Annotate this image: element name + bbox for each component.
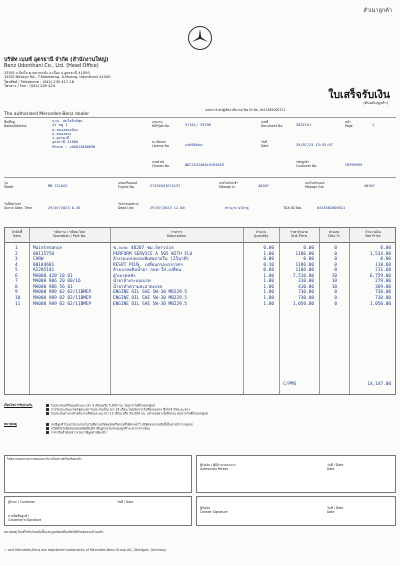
cell-desc: PERFORM SERVICE A 505 WITH FLU	[113, 251, 193, 257]
customer-signature-box	[4, 496, 192, 526]
license-value: กจ6666อด	[185, 143, 203, 147]
cell-item: 10	[15, 295, 21, 301]
cell-net: 0.00	[380, 257, 391, 263]
chassis-label: เลขตัวถัง Chassis No.	[152, 160, 170, 168]
cell-part: MA000 989 02 02/11BMEP	[33, 301, 92, 307]
table-row	[5, 252, 395, 257]
page-value: 1	[372, 123, 375, 127]
cell-disc: 0	[334, 246, 337, 251]
cell-net: 1,534.00	[369, 251, 391, 257]
cell-disc: 0	[334, 251, 337, 257]
cell-disc: 10	[331, 284, 337, 290]
company-name-thai: บริษัท เบนซ์ อุดรธานี จำกัด (สำนักงานใหญ่)	[4, 57, 109, 63]
warranty-label: เงื่อนไขการรับประกัน	[4, 403, 33, 407]
cell-desc: ช.ระยะ 40207 ชม.Service	[113, 246, 174, 251]
mileage-in-label: เลขไมล์รถเข้า Mileage In	[219, 181, 239, 189]
engine-value: 27492031674157	[150, 184, 181, 188]
customer-address-line: จ.อุดรธานี	[52, 136, 70, 141]
header-discount: ส่วนลด Disc %	[328, 229, 340, 238]
cell-qty: 1.00	[263, 295, 274, 301]
mileage-out-label: เลขไมล์รถออก Mileage Out	[305, 181, 325, 189]
cell-qty: 1.00	[263, 301, 274, 307]
document-no-label: เลขที่ Document No.	[261, 120, 284, 128]
checkbox-icon	[46, 404, 49, 407]
cashier-label: ผู้รับเงิน Cashier Signature	[200, 506, 228, 514]
tax-id-label: TAX ID No.	[283, 206, 302, 210]
cell-disc: 0	[334, 295, 337, 301]
cell-part: 00115750	[33, 251, 55, 257]
terms-section	[4, 404, 396, 435]
warranty-lines	[46, 404, 208, 417]
remark-line: ราคาสินค้าดังกล่าวรวมภาษีมูลค่าเพิ่มแล้ว	[51, 430, 107, 435]
tax-id-value: 0415562000921	[317, 206, 346, 210]
cell-part: MA000 986 20 00/16	[33, 279, 81, 285]
authorized-date-label: วันที่ / Date Date	[327, 463, 344, 471]
cell-desc: ล้างเบรคเติมน้ำยา ถอด-ใส่.เปลี่ยน	[113, 268, 182, 274]
checkbox-icon	[46, 423, 49, 426]
deadline-value: 29/07/2023 12.00	[150, 206, 185, 210]
bottom-note: หมายเหตุ ใบเสร็จรับเงินฉบับนี้จะสมบูรณ์ต่อเมื่อบริษัทได้รับเงินครบถ้วนแล้ว	[4, 530, 104, 534]
consent-line: ได้ตรวจสอบรายการซ่อมและรับรถในสภาพเรียบร้อยแล้ว	[7, 457, 82, 461]
chassis-value: WDC2531466LH194629	[185, 163, 224, 167]
cell-part: MA000 989 02 02/11BMEP	[33, 295, 92, 301]
subtotal-label: C/PMS	[283, 382, 297, 387]
cell-item: 2	[15, 251, 18, 257]
remark-block	[4, 423, 396, 436]
checkbox-icon	[46, 412, 49, 415]
cell-desc: น้ำยาทำความสะอาดเบรค	[113, 284, 163, 290]
mercedes-star-icon	[188, 26, 212, 50]
cell-disc: 0	[334, 290, 337, 296]
header-item: ลำดับที่ Item	[11, 229, 23, 238]
cashier-signature-box	[196, 496, 396, 526]
cell-net: 730.00	[375, 290, 391, 296]
cell-net: 6,759.00	[369, 273, 391, 279]
cell-desc: ผ้าเบรคหลัง	[113, 273, 136, 279]
cell-unit: 7,510.00	[292, 273, 314, 279]
checkbox-icon	[46, 431, 49, 434]
cell-disc: 10	[331, 273, 337, 279]
cell-qty: 0.10	[263, 262, 274, 268]
table-row	[5, 263, 395, 268]
cell-item: 5	[15, 268, 18, 274]
customer-signature-label: ลายมือชื่อลูกค้า Customer's Signature	[8, 514, 42, 522]
cell-desc: RESUT PIUS. เปลี่ยนกรองอากาศฯ	[113, 262, 183, 268]
tax-code-label: ท่าน/นางนักรฐ	[225, 206, 249, 210]
address-line: 155/5 ถ.นิตโย ต.หมากแข้ง อ.เมือง จ.อุดรธานี 41000	[4, 71, 90, 75]
warranty-line: รับประกันเครื่องยนต์ระยะเวลา 3 เดือนหรือ 5,000 กม. นับจากวันที่รถออกศูนย์	[51, 403, 155, 408]
cell-disc: 0	[334, 301, 337, 307]
cell-item: 9	[15, 290, 18, 296]
cell-unit: 730.00	[298, 295, 314, 301]
cell-unit: 1186.00	[295, 251, 314, 257]
divider	[4, 177, 396, 178]
checkbox-icon	[46, 408, 49, 411]
checkbox-icon	[46, 427, 49, 430]
due-date-value: 29/07/2023 8.30	[48, 206, 81, 210]
cell-qty: 0.00	[263, 246, 274, 251]
header-unit-price: ราคา/หน่วย Unit Price	[290, 229, 308, 238]
cell-item: 11	[15, 301, 21, 307]
cell-item: 3	[15, 257, 18, 263]
customer-no-value: C8999999	[345, 163, 363, 167]
header-quantity: จำนวน Quantity	[253, 229, 269, 238]
document-no-value: 3032161	[296, 123, 312, 127]
dealer-line: The authorized Mercedes-Benz dealer	[4, 112, 90, 117]
cell-net: 369.00	[375, 284, 391, 290]
trademark-text: and Mercedes-Benz are registered trademarks of Mercedes-Benz Group AG, Stuttgart, Germany.	[8, 548, 167, 552]
cell-unit: 0.00	[303, 257, 314, 263]
cell-part: CARW	[33, 257, 44, 263]
cell-unit: 730.00	[298, 290, 314, 296]
footer-trademark	[4, 548, 166, 552]
cell-net: 118.60	[375, 262, 391, 268]
mileage-out-value: 40207	[364, 184, 375, 188]
address-line: 155/5 Nittayo Rd., T.Makkaeng, A.Muang, Udonthani 41000	[4, 75, 111, 80]
original-customer-label: (ต้นฉบับ/ลูกค้า)	[363, 101, 388, 105]
cell-desc: ENGINE OIL SAE 5W-30 MB229.5	[113, 301, 188, 307]
mileage-in-value: 40207	[258, 184, 269, 188]
cell-net: 0.00	[380, 246, 391, 251]
cell-part: MA000 420 18 01	[33, 273, 73, 279]
date-value: 29/07/23 13:55:07	[296, 143, 333, 147]
cell-part: MA000 989 02 02/11BMEP	[33, 290, 92, 296]
cell-qty: 0.60	[263, 268, 274, 274]
customer-address-line: 41 หมู่ 1	[52, 123, 68, 128]
remark-lines	[46, 423, 193, 436]
cell-part: Maintenance	[33, 246, 63, 251]
cell-desc: ENGINE OIL SAE 5W-30 MB229.5	[113, 290, 188, 296]
table-row	[5, 257, 395, 262]
cell-qty: 1.00	[263, 290, 274, 296]
cell-item: 7	[15, 279, 18, 285]
cell-unit: 310.00	[298, 279, 314, 285]
cell-unit: 1186.00	[295, 268, 314, 274]
authorized-label: ผู้รับเงิน / ผู้มีอำนาจลงนาม Authorized Person	[200, 463, 236, 471]
customer-address-line: ต.หนองสองห้อง	[52, 127, 78, 132]
cell-net: 279.00	[375, 279, 391, 285]
customer-phone: Phone : +66813880098	[52, 144, 96, 149]
header-part: รหัสงาน / รหัสอะไหล่ Operation / Part No.	[52, 229, 87, 238]
cell-unit: 410.00	[298, 284, 314, 290]
table-row	[5, 246, 395, 251]
warranty-line: การรับประกันอะไหล่ชุดเบรค รับประกันเป็นเวลา 24 เดือน โดยนับจากวันที่ส่งมอบรถ ซึ่งไม่จำกัดระยะทาง	[51, 407, 190, 412]
document-title: ใบเสร็จรับเงิน	[328, 89, 390, 101]
date-label: วันที่ Date	[261, 140, 269, 148]
tax-id-line: เลขประจำตัวผู้เสียภาษีอากร/Tax ID No. 0415562000721	[205, 108, 286, 112]
line-items-table	[4, 227, 396, 395]
cell-disc: 0	[334, 257, 337, 263]
cell-qty: 1.00	[263, 284, 274, 290]
customer-receive-label: ผู้รับรถ / Customer	[8, 500, 36, 504]
cell-part: MA000 986 56 01	[33, 284, 73, 290]
table-row	[5, 302, 395, 307]
table-row	[5, 296, 395, 301]
divider	[4, 117, 396, 118]
customer-address-line: นาย. สมใจรักษ์ชุ่ย	[52, 119, 83, 123]
cell-net: 730.00	[375, 295, 391, 301]
customer-date-label: วันที่ / Date	[117, 500, 134, 504]
cell-desc: ENGINE OIL SAE 5W-30 MB229.5	[113, 295, 188, 301]
cell-unit: 1186.00	[295, 262, 314, 268]
cell-qty: 1.00	[263, 251, 274, 257]
cell-item: 4	[15, 262, 18, 268]
cell-net: 711.60	[375, 268, 391, 274]
cell-qty: 1.00	[263, 273, 274, 279]
remark-line: บริษัทไม่รับผิดชอบต่อทรัพย์สินมีค่าที่อยู่ภายในรถของลูกค้าระหว่างการซ่อม	[51, 426, 151, 431]
header-description: รายการ Description	[166, 229, 187, 238]
table-row	[5, 268, 395, 273]
warranty-block	[4, 404, 396, 417]
customer-no-label: รหัสลูกค้า Customer No.	[296, 160, 318, 168]
customer-address-line: อุดรธานี 41000	[52, 140, 79, 145]
table-row	[5, 290, 395, 295]
company-address	[4, 71, 111, 88]
license-label: ทะเบียนรถ License No.	[152, 140, 170, 148]
cell-item: 6	[15, 273, 18, 279]
cell-item: 8	[15, 284, 18, 290]
table-header	[5, 228, 395, 243]
subtotal-value: 14,147.00	[367, 382, 391, 387]
remark-line: กรณีลูกค้าไม่มารับรถภายในวันที่ทางบริษัทแจ้งหรือตามที่ได้ตกลงไว้ บริษัทขอสงวนสิทธิ์เก็บค่าบริการจอดรถ	[51, 422, 193, 427]
cell-desc: น้ำยาล้างระบบเบรค	[113, 279, 151, 285]
deadline-label: วันกำหนดรับรถ Dead Line	[118, 202, 139, 210]
table-row	[5, 279, 395, 284]
model-value: MB CCLASS	[48, 184, 68, 188]
wip-label: เลขงาน WIP/Job No.	[152, 120, 170, 128]
customer-consent-box	[4, 455, 192, 493]
cell-unit: 1,050.00	[292, 301, 314, 307]
address-line: โทรสาร / Fax : (042) 249 424	[4, 83, 56, 88]
cell-part: 00184601	[33, 262, 55, 268]
header-net-price: จำนวนเงิน Net Price	[365, 229, 381, 238]
cashier-date-label: วันที่ / Date Date	[327, 506, 344, 514]
customer-copy-label: สำเนาลูกค้า	[363, 8, 392, 14]
due-date-label: วันที่นัดรับรถ Due in Date, Time	[4, 202, 32, 210]
cell-disc: 10	[331, 279, 337, 285]
cell-item: 1	[15, 246, 18, 251]
authorized-signature-box	[196, 455, 396, 493]
company-name-english: Benz Udonthani Co., Ltd. (Head Office)	[4, 63, 99, 69]
customer-address-line: อ.หนองสอง	[52, 131, 72, 136]
subtotal-row	[5, 382, 395, 387]
engine-label: เลขเครื่องยนต์ Engine No.	[118, 181, 138, 189]
cell-disc: 0	[334, 262, 337, 268]
cell-qty: 0.00	[263, 257, 274, 263]
address-line: โทรศัพท์ / Telephone : (042) 245 417-18	[4, 79, 75, 84]
warranty-line: รับประกันค่าแรงสำหรับงานที่ซ่อมระยะเวลา 12 เดือน หรือ 50,000 กม. แล้วแต่อย่างใดถึงก่อน นับจากวันที่รถออกศูนย์	[51, 411, 208, 416]
cell-disc: 0	[334, 268, 337, 274]
remark-label: หมายเหตุ	[4, 421, 17, 426]
cell-net: 1,050.00	[369, 301, 391, 307]
cell-desc: ล้างรถแบบครอบพิเศษภายใน (25นาที)	[113, 257, 190, 263]
cell-part: A2205181	[33, 268, 55, 274]
table-row	[5, 274, 395, 279]
customer-address-block	[52, 119, 95, 149]
model-label: รุ่น Model	[4, 181, 14, 189]
mercedes-star-icon: ☆	[4, 548, 7, 552]
page-label: หน้า Page	[345, 120, 353, 128]
cell-unit: 0.00	[303, 246, 314, 251]
customer-name-label: ชื่อ/ที่อยู่ Name/Address	[4, 120, 27, 128]
cell-qty: 1.00	[263, 279, 274, 285]
wip-value: 57161/ 39296	[185, 123, 211, 127]
